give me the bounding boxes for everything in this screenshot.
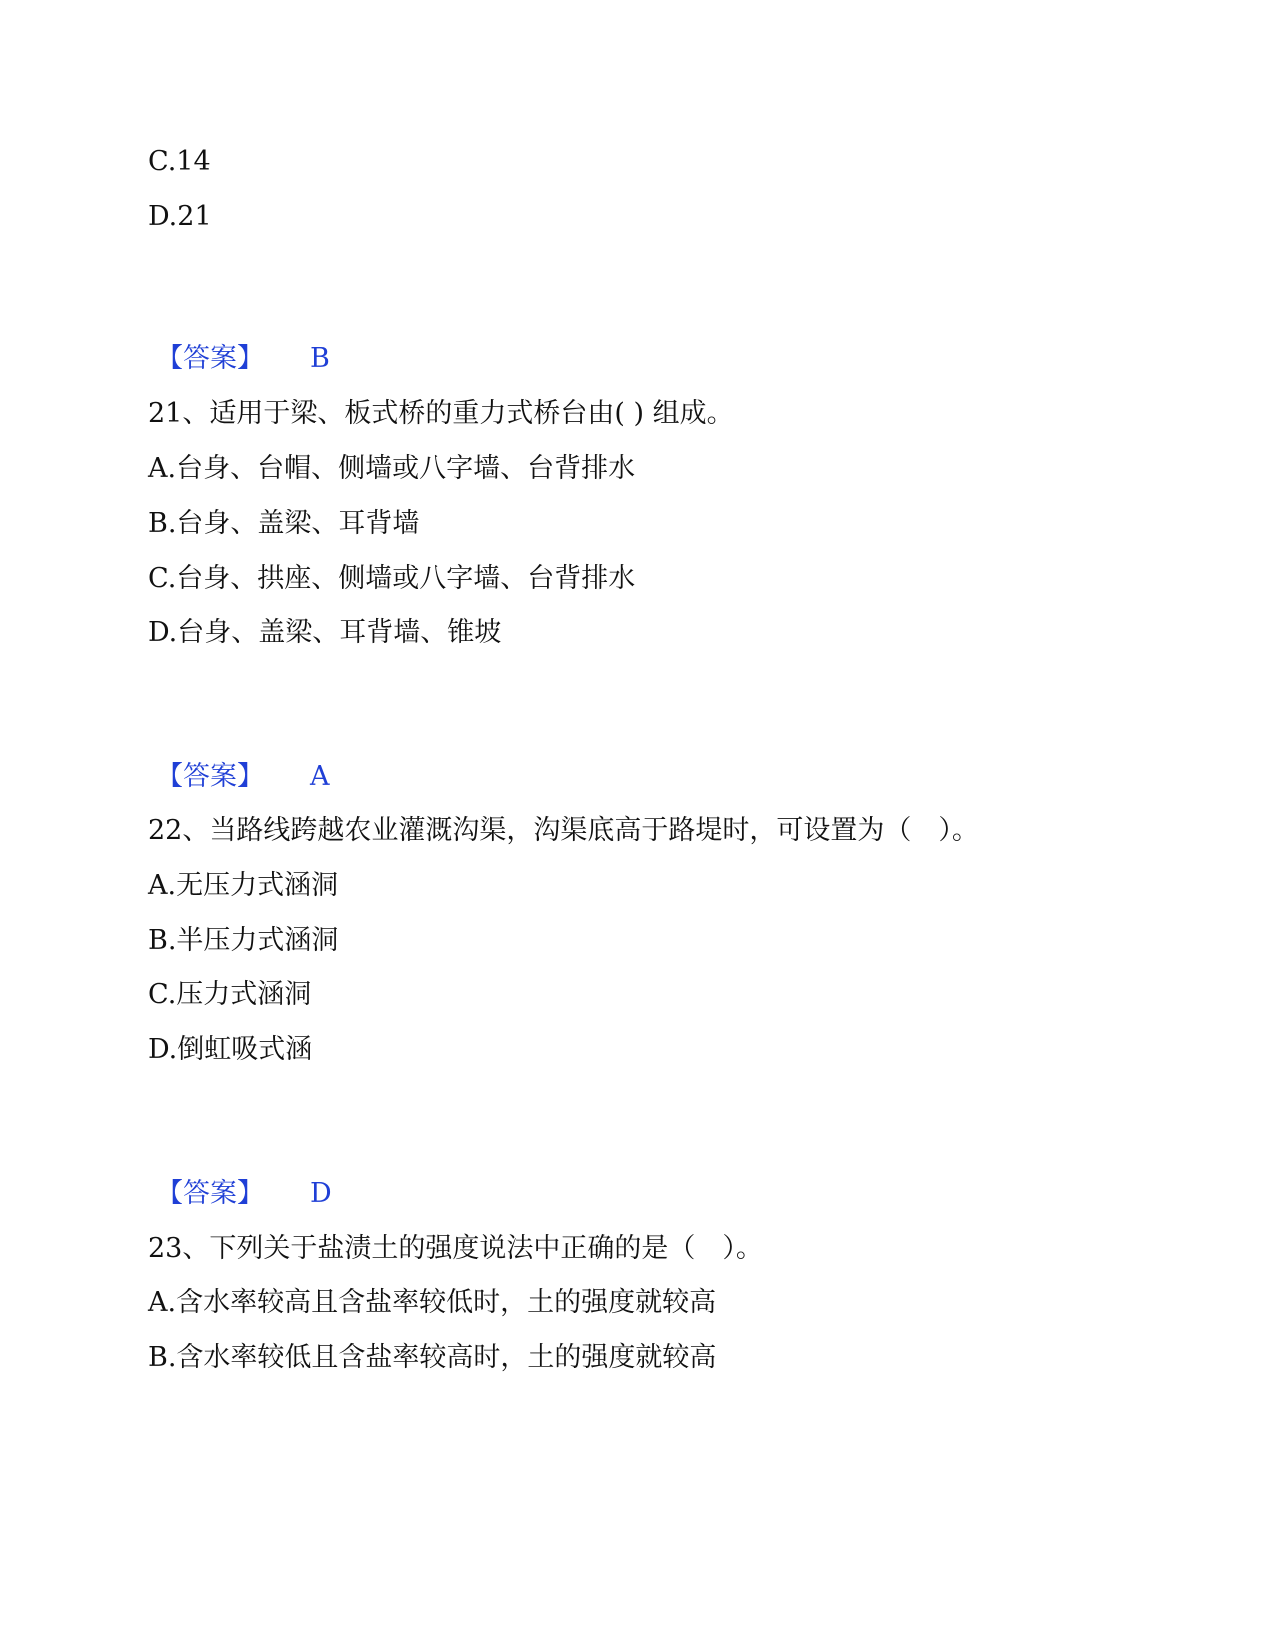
question-23-option-b: B.含水率较低且含盐率较高时，土的强度就较高 [148,1342,717,1373]
answer-block-22 [156,1177,332,1211]
answer-block-21 [156,760,330,794]
answer-block-prev [156,342,330,376]
question-23-stem: 23、下列关于盐渍土的强度说法中正确的是（ ）。 [148,1233,763,1264]
answer-value: A [310,761,330,792]
question-21-option-b: B.台身、盖梁、耳背墙 [148,508,420,539]
question-22-option-a: A.无压力式涵洞 [148,870,339,901]
answer-value: B [310,343,330,374]
answer-label: 【答案】 [156,1178,264,1209]
question-22-option-b: B.半压力式涵洞 [148,925,339,956]
question-21-option-d: D.台身、盖梁、耳背墙、锥坡 [148,617,502,648]
option-d-prev: D.21 [148,201,212,232]
question-23-option-a: A.含水率较高且含盐率较低时，土的强度就较高 [148,1287,717,1318]
question-21-option-a: A.台身、台帽、侧墙或八字墙、台背排水 [148,453,636,484]
answer-label: 【答案】 [156,343,264,374]
question-21-option-c: C.台身、拱座、侧墙或八字墙、台背排水 [148,563,636,594]
question-22-option-d: D.倒虹吸式涵 [148,1034,313,1065]
question-21-stem: 21、适用于梁、板式桥的重力式桥台由( ) 组成。 [148,398,734,429]
answer-value: D [310,1178,332,1209]
option-c-prev: C.14 [148,146,211,177]
question-22-stem: 22、当路线跨越农业灌溉沟渠，沟渠底高于路堤时，可设置为（ ）。 [148,815,979,846]
question-22-option-c: C.压力式涵洞 [148,979,312,1010]
answer-label: 【答案】 [156,761,264,792]
